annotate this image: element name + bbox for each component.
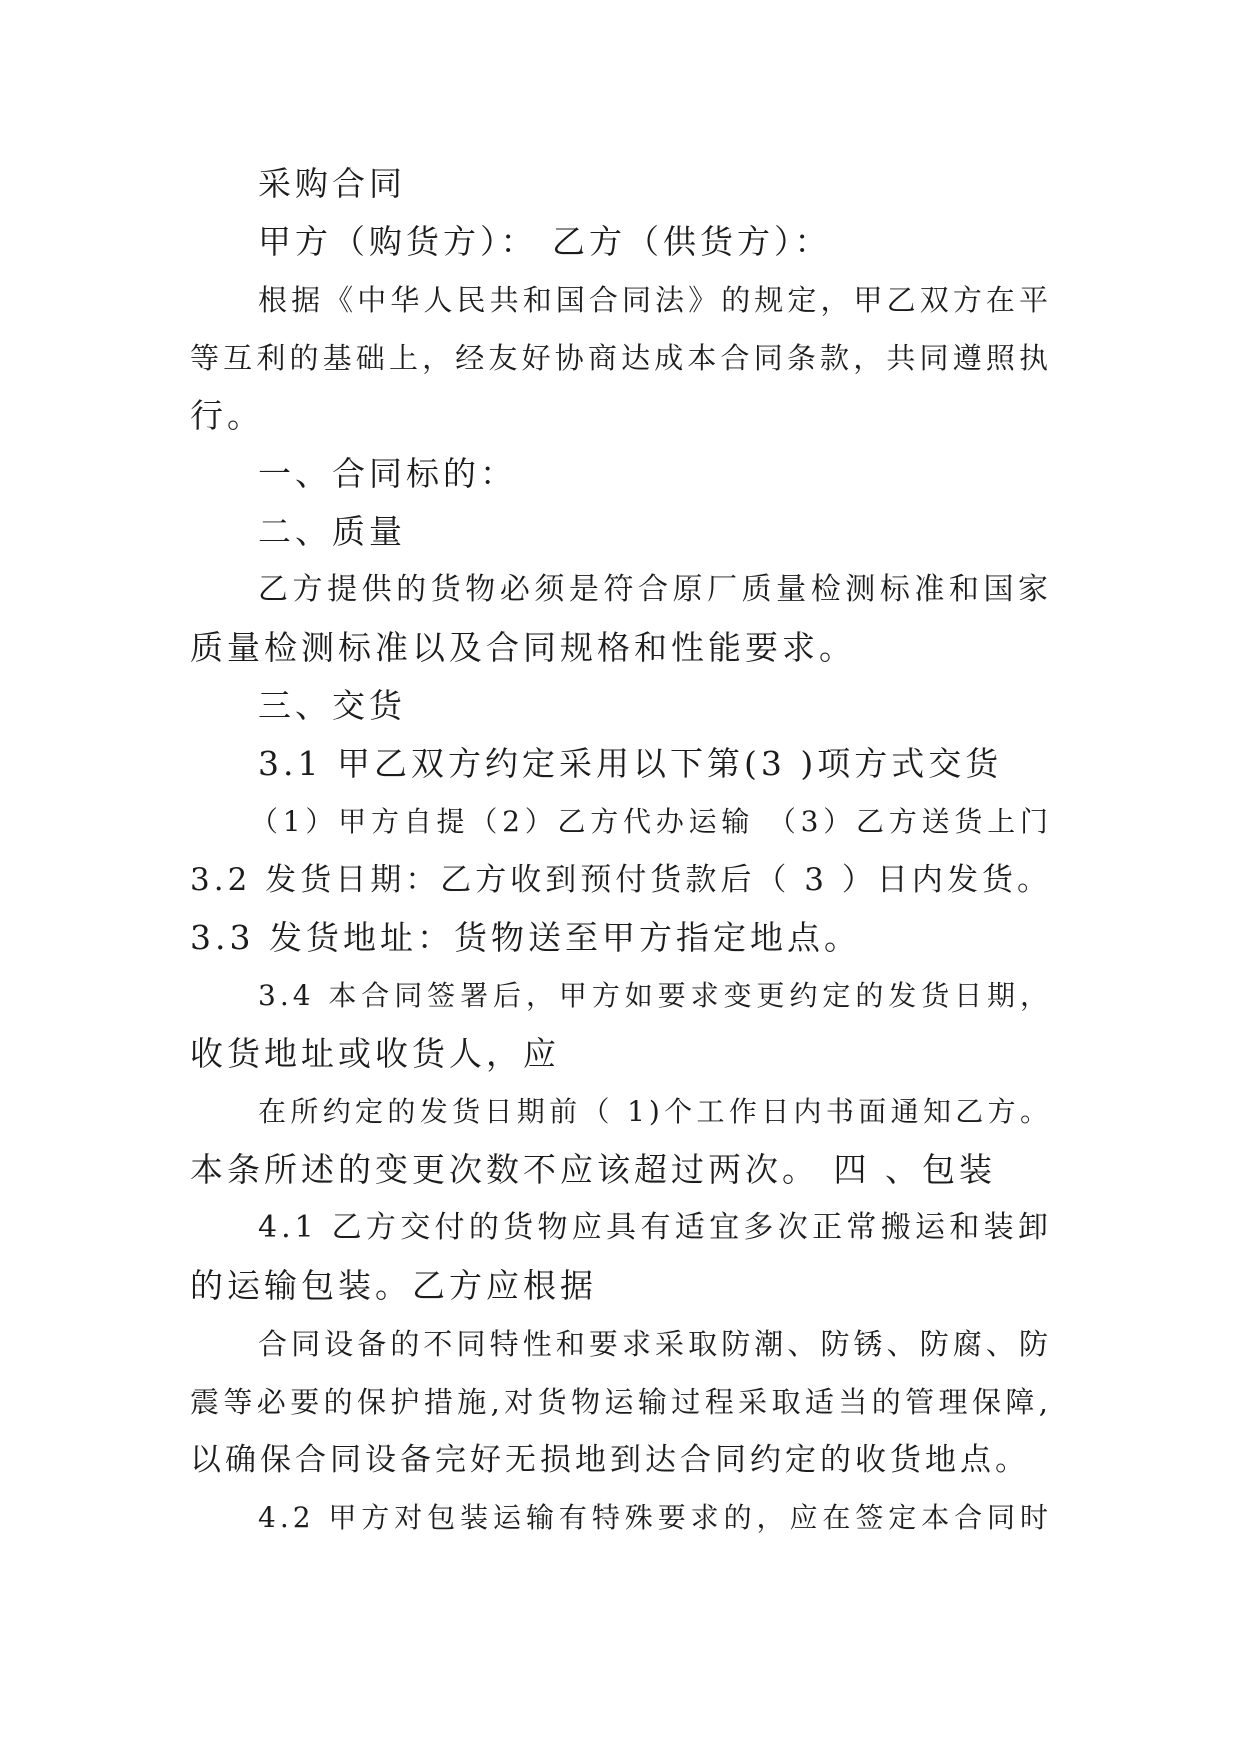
clause-line: 4.1 乙方交付的货物应具有适宜多次正常搬运和装卸 [258,1210,1052,1245]
clause-line: 本条所述的变更次数不应该超过两次。 四 、包装 [190,1150,996,1189]
section-heading-delivery: 三、交货 [258,686,406,725]
paragraph-line: 乙方提供的货物必须是符合原厂质量检测标准和国家 [258,572,1052,607]
clause-line: 震等必要的保护措施,对货物运输过程采取适当的管理保障, [190,1385,1052,1419]
paragraph-line: 行。 [190,396,264,435]
paragraph-line: 质量检测标准以及合同规格和性能要求。 [190,628,856,667]
clause-line: 的运输包装。乙方应根据 [190,1266,597,1305]
section-heading-quality: 二、质量 [258,512,406,551]
contract-body [190,155,1052,1547]
parties-line: 甲方（购货方）： 乙方（供货方）： [258,222,832,261]
contract-title: 采购合同 [258,164,406,203]
clause-line: 3.1 甲乙双方约定采用以下第(3 )项方式交货 [258,744,1003,783]
paragraph-line: 根据《中华人民共和国合同法》的规定，甲乙双方在平 [258,283,1052,317]
clause-line: （1）甲方自提（2）乙方代办运输 （3）乙方送货上门 [250,805,1052,838]
clause-line: 3.2 发货日期：乙方收到预付货款后（ 3 ）日内发货。 [190,862,1052,898]
clause-line: 收货地址或收货人，应 [190,1034,560,1073]
clause-line: 在所约定的发货日期前（ 1)个工作日内书面通知乙方。 [258,1095,1052,1128]
section-heading-subject: 一、合同标的： [258,454,517,493]
clause-line: 3.3 发货地址：货物送至甲方指定地点。 [190,918,861,957]
clause-line: 以确保合同设备完好无损地到达合同约定的收货地点。 [190,1442,1030,1478]
paragraph-line: 等互利的基础上，经友好协商达成本合同条款，共同遵照执 [190,341,1052,375]
clause-line: 4.2 甲方对包装运输有特殊要求的，应在签定本合同时 [258,1501,1052,1534]
clause-line: 3.4 本合同签署后，甲方如要求变更约定的发货日期， [258,979,1052,1012]
clause-line: 合同设备的不同特性和要求采取防潮、防锈、防腐、防 [258,1327,1052,1361]
